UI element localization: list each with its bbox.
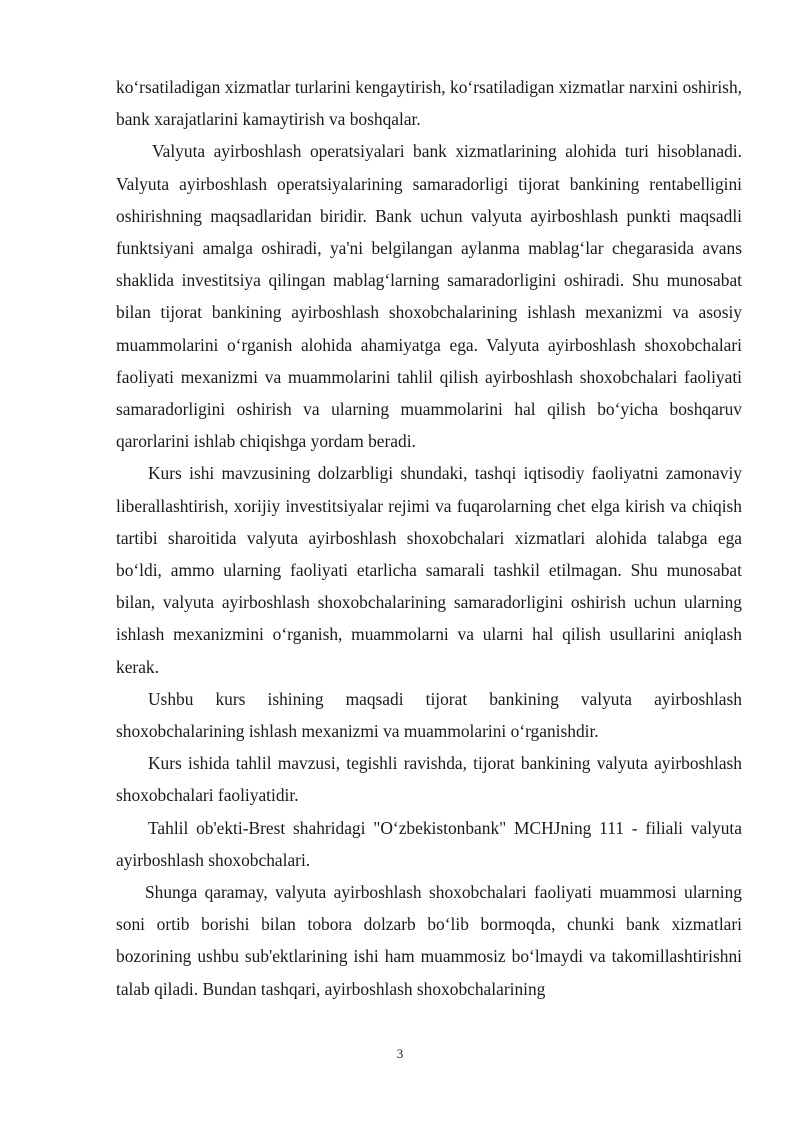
page-number: 3 bbox=[396, 1046, 404, 1061]
paragraph-object: Tahlil ob'ekti-Brest shahridagi "O‘zbekistonbank" MCHJning 111 - filiali valyuta ayirboshlash shoxobchalari. bbox=[116, 817, 742, 870]
paragraph-subject: Kurs ishida tahlil mavzusi, tegishli ravishda, tijorat bankining valyuta ayirboshlash shoxobchalari faoliyatidir. bbox=[116, 753, 742, 806]
paragraph-currency-exchange-operations: Valyuta ayirboshlash operatsiyalari bank xizmatlarining alohida turi hisoblanadi. Valyuta ayirboshlash operatsiyalarining samaradorligi tijorat bankining rentabelligini oshirishning maqsadlaridan biridir. Bank uchun valyuta ayirboshlash punkti maqsadli funktsiyani amalga oshiradi, ya'ni belgilangan aylanma mablag‘lar chegarasida avans shaklida investitsiya qilingan mablag‘larning samaradorligini oshiradi. Shu munosabat bilan tijorat bankining ayirboshlash shoxobchalarining ishlash mexanizmi va asosiy muammolarini o‘rganish alohida ahamiyatga ega. Valyuta ayirboshlash shoxobchalari faoliyati mexanizmi va muammolarini tahlil qilish ayirboshlash shoxobchalari faoliyati samaradorligini oshirish va ularning muammolarini hal qilish bo‘yicha boshqaruv qarorlarini ishlab chiqishga yordam beradi. bbox=[116, 141, 742, 452]
paragraph-goal: Ushbu kurs ishining maqsadi tijorat bankining valyuta ayirboshlash shoxobchalarining ishlash mexanizmi va muammolarini o‘rganishdir. bbox=[116, 688, 742, 742]
body-text bbox=[116, 71, 742, 1005]
paragraph-problem: Shunga qaramay, valyuta ayirboshlash shoxobchalari faoliyati muammosi ularning soni ortib borishi bilan tobora dolzarb bo‘lib bormoqda, chunki bank xizmatlari bozorining ushbu sub'ektlarining ishi ham muammosiz bo‘lmaydi va takomillashtirishni talab qiladi. Bundan tashqari, ayirboshlash shoxobchalarining bbox=[116, 882, 742, 999]
paragraph-continuation: ko‘rsatiladigan xizmatlar turlarini kengaytirish, ko‘rsatiladigan xizmatlar narxini oshirish, bank xarajatlarini kamaytirish va boshqalar. bbox=[116, 77, 742, 130]
paragraph-relevance: Kurs ishi mavzusining dolzarbligi shundaki, tashqi iqtisodiy faoliyatni zamonaviy liberallashtirish, xorijiy investitsiyalar rejimi va fuqarolarning chet elga kirish va chiqish tartibi sharoitida valyuta ayirboshlash shoxobchalari xizmatlari alohida talabga ega bo‘ldi, ammo ularning faoliyati etarlicha samarali tashkil etilmagan. Shu munosabat bilan, valyuta ayirboshlash shoxobchalarining samaradorligini oshirish uchun ularning ishlash mexanizmini o‘rganish, muammolarni va ularni hal qilish usullarini aniqlash kerak. bbox=[116, 463, 742, 677]
